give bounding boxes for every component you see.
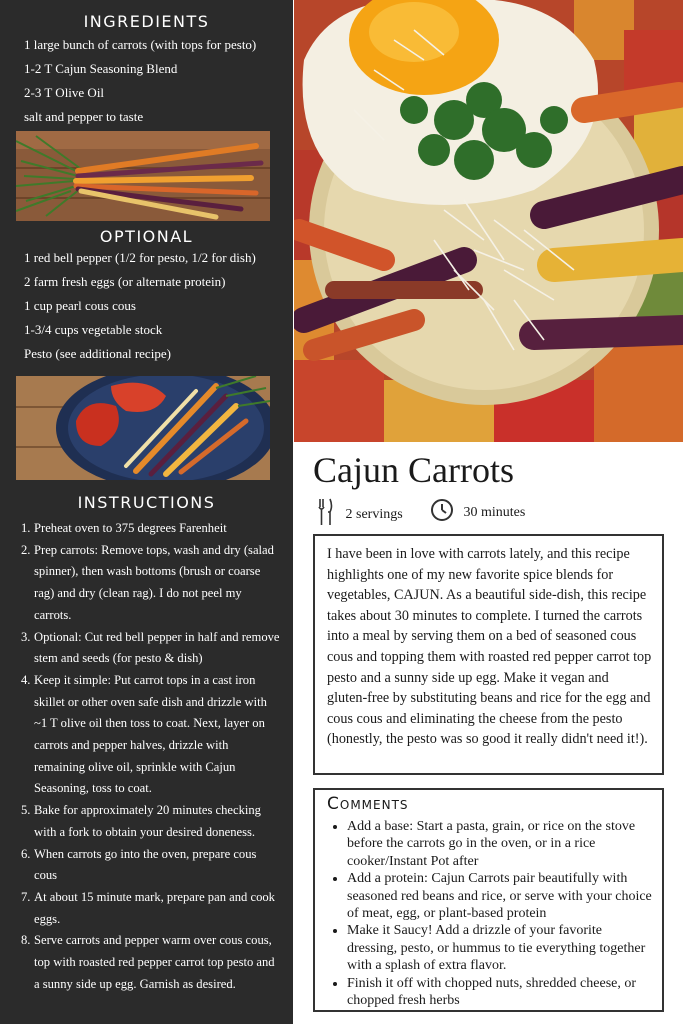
step-number: 2.: [21, 542, 31, 557]
ingredient-item: 1 large bunch of carrots (with tops for pesto): [24, 37, 257, 52]
instruction-step: [21, 518, 281, 540]
ingredient-item: 2-3 T Olive Oil: [24, 85, 105, 100]
servings-text: 2 servings: [345, 506, 403, 522]
instructions-heading: INSTRUCTIONS: [77, 493, 216, 512]
time-meta: [430, 498, 525, 527]
step-text: Preheat oven to 375 degrees Farenheit: [34, 521, 227, 535]
description-box: [313, 534, 664, 775]
peppers-carrots-photo: [16, 376, 270, 480]
step-number: 7.: [21, 889, 31, 904]
instructions-list: [21, 518, 281, 995]
comment-item: • Finish it off with chopped nuts, shredded cheese, or chopped fresh herbs: [347, 975, 652, 1010]
ingredients-heading: INGREDIENTS: [83, 12, 210, 31]
optional-heading: OPTIONAL: [99, 227, 194, 246]
instruction-step: [21, 844, 281, 887]
sidebar: [0, 0, 293, 1024]
step-number: 5.: [21, 803, 31, 818]
comment-item: • Add a protein: Cajun Carrots pair beautifully with seasoned red beans and rice, or serve with your choice of meat, egg, or plant-based protein: [347, 870, 652, 922]
step-number: 6.: [21, 846, 31, 861]
step-text: Optional: Cut red bell pepper in half and remove stem and seeds (for pesto & dish): [34, 629, 280, 666]
instruction-step: [21, 887, 281, 930]
comments-heading: Comments: [327, 794, 409, 814]
optional-item: 1-3/4 cups vegetable stock: [24, 322, 163, 337]
step-text: When carrots go into the oven, prepare cous cous: [34, 846, 257, 883]
step-text: At about 15 minute mark, prepare pan and cook eggs.: [34, 889, 275, 926]
clock-icon: [430, 498, 454, 527]
fork-knife-icon: [318, 498, 334, 531]
comment-item: • Add a base: Start a pasta, grain, or rice on the stove before the carrots go in the oven, or in a rice cooker/Instant Pot after: [347, 818, 652, 870]
step-text: Serve carrots and pepper warm over cous cous, top with roasted red pepper carrot top pesto and a sunny side up egg. Garnish as desired.: [34, 933, 275, 991]
optional-item: Pesto (see additional recipe): [24, 346, 171, 361]
recipe-title: Cajun Carrots: [313, 450, 514, 490]
comment-item: • Make it Saucy! Add a drizzle of your favorite dressing, pesto, or hummus to tie everything together with a splash of extra flavor.: [347, 922, 652, 974]
optional-item: 1 red bell pepper (1/2 for pesto, 1/2 for dish): [24, 250, 256, 265]
optional-item: 2 farm fresh eggs (or alternate protein): [24, 274, 226, 289]
optional-item: 1 cup pearl cous cous: [24, 298, 136, 313]
comments-box: [313, 788, 664, 1012]
instruction-step: [21, 670, 281, 800]
step-number: 3.: [21, 629, 31, 644]
instruction-step: [21, 800, 281, 843]
recipe-description: I have been in love with carrots lately, and this recipe highlights one of my new favorite spice blends for vegetables, CAJUN. As a beautiful side-dish, this recipe takes about 30 minutes to complete. I turned the carrots into a meal by serving them on a bed of seasoned cous cous and topping them with roasted red pepper carrot top pesto and a sunny side up egg. Make it vegan and gluten-free by substituting beans and rice for the egg and cous cous and eliminating the cheese from the pesto (honestly, the pesto was so good it really didn't need it!).: [327, 546, 652, 748]
time-text: 30 minutes: [463, 504, 526, 520]
servings-meta: [318, 498, 403, 531]
step-number: 4.: [21, 672, 31, 687]
instruction-step: [21, 930, 281, 995]
carrots-bunch-photo: [16, 131, 270, 221]
step-text: Bake for approximately 20 minutes checking with a fork to obtain your desired doneness.: [34, 803, 261, 839]
step-number: 1.: [21, 521, 31, 535]
instruction-step: [21, 540, 281, 627]
ingredient-item: salt and pepper to taste: [24, 109, 144, 124]
dish-hero-photo: [294, 0, 683, 442]
step-text: Prep carrots: Remove tops, wash and dry (salad spinner), then wash bottoms (brush or coarse rag) and dry (clean rag). I do not peel my carrots.: [34, 542, 274, 622]
step-number: 8.: [21, 933, 31, 948]
step-text: Keep it simple: Put carrot tops in a cast iron skillet or other oven safe dish and drizzle with ~1 T olive oil then toss to coat. Next, layer on carrots and pepper halves, drizzle with remaining olive oil, sprinkle with Cajun Seasoning, toss to coat.: [34, 672, 267, 796]
ingredient-item: 1-2 T Cajun Seasoning Blend: [24, 61, 178, 76]
instruction-step: [21, 627, 281, 670]
comments-list: [347, 818, 652, 1009]
